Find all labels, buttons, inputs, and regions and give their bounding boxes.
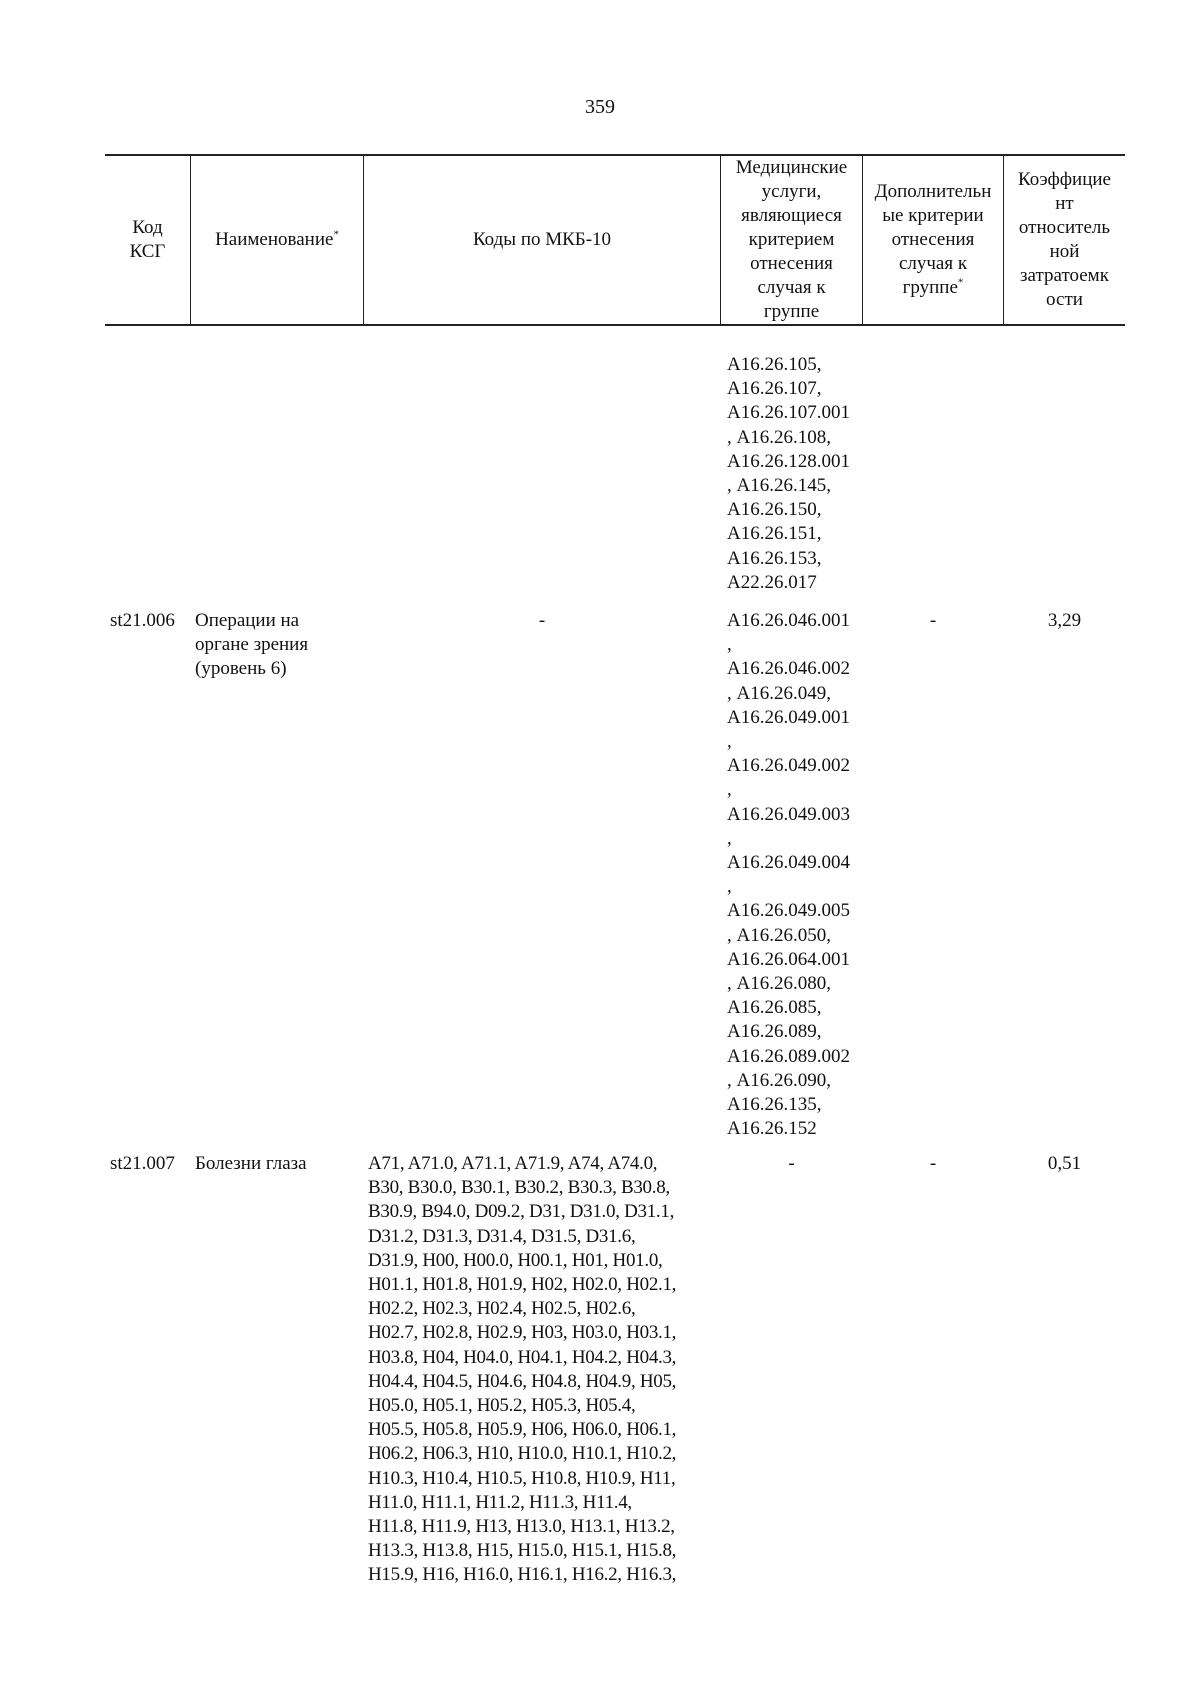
row-icd: A71, A71.0, A71.1, A71.9, A74, A74.0, B30, B30.0, B30.1, B30.2, B30.3, B30.8, B30.9, B94.0, D09.2, D31, D31.0, D31.1, D31.2, D31.3, D31.4, D31.5, D31.6, D31.9, H00, H00.0, H00.1, H01, H01.0, H01.1, H01.8, H01.9, H02, H02.0, H02.1, H02.2, H02.3, H02.4, H02.5, H02.6, H02.7, H02.8, H02.9, H03, H03.0, H03.1, H03.8, H04, H04.0, H04.1, H04.2, H04.3, H04.4, H04.5, H04.6, H04.8, H04.9, H05, H05.0, H05.1, H05.2, H05.3, H05.4, H05.5, H05.8, H05.9, H06, H06.0, H06.1, H06.2, H06.3, H10, H10.0, H10.1, H10.2, H10.3, H10.4, H10.5, H10.8, H10.9, H11, H11.0, H11.1, H11.2, H11.3, H11.4, H11.8, H11.9, H13, H13.0, H13.1, H13.2, H13.3, H13.8, H15, H15.0, H15.1, H15.8, H15.9, H16, H16.0, H16.1, H16.2, H16.3, — [368, 1153, 677, 1586]
header-name — [191, 156, 363, 324]
header-code-label: Код КСГ — [129, 217, 166, 262]
row-code: st21.007 — [110, 1153, 175, 1174]
row-additional: - — [929, 1153, 937, 1174]
header-additional — [863, 156, 1003, 324]
continuation-services: А16.26.105, А16.26.107, А16.26.107.001 , А16.26.108, А16.26.128.001 , А16.26.145, А16.26.150, А16.26.151, А16.26.153, А22.26.017 — [727, 354, 850, 593]
row-name: Болезни глаза — [195, 1153, 307, 1174]
header-services-label: Медицинские услуги, являющиеся критерием отнесения случая к группе — [735, 157, 848, 322]
row-coefficient: 0,51 — [1047, 1153, 1082, 1174]
header-icd-label: Коды по МКБ-10 — [472, 229, 612, 250]
row-services: - — [788, 1153, 795, 1174]
header-additional-label — [875, 180, 992, 300]
header-additional-mark: * — [957, 276, 964, 289]
row-services: А16.26.046.001 , А16.26.046.002 , А16.26.049, А16.26.049.001 , А16.26.049.002 , А16.26.049.003 , А16.26.049.004 , А16.26.049.005 , А16.26.050, А16.26.064.001 , А16.26.080, А16.26.085, А16.26.089, А16.26.089.002 , А16.26.090, А16.26.135, А16.26.152 — [727, 610, 850, 1140]
row-name: Операции на органе зрения (уровень 6) — [195, 610, 309, 680]
row-coefficient: 3,29 — [1047, 610, 1082, 631]
header-name-mark: * — [333, 228, 339, 241]
header-services — [721, 156, 862, 324]
header-coefficient — [1004, 156, 1125, 324]
page-number: 359 — [585, 96, 615, 118]
header-name-label — [215, 228, 339, 252]
row-code: st21.006 — [110, 610, 175, 631]
row-additional: - — [929, 610, 937, 631]
table-header-bottom-rule — [105, 324, 1125, 326]
header-icd — [364, 156, 720, 324]
header-name-text: Наименование — [215, 229, 334, 250]
header-coefficient-label: Коэффицие нт относитель ной затратоемк ости — [1018, 169, 1111, 310]
row-icd: - — [538, 610, 546, 631]
header-code — [105, 156, 190, 324]
header-additional-text: Дополнительн ые критерии отнесения случая к группе — [874, 181, 992, 298]
